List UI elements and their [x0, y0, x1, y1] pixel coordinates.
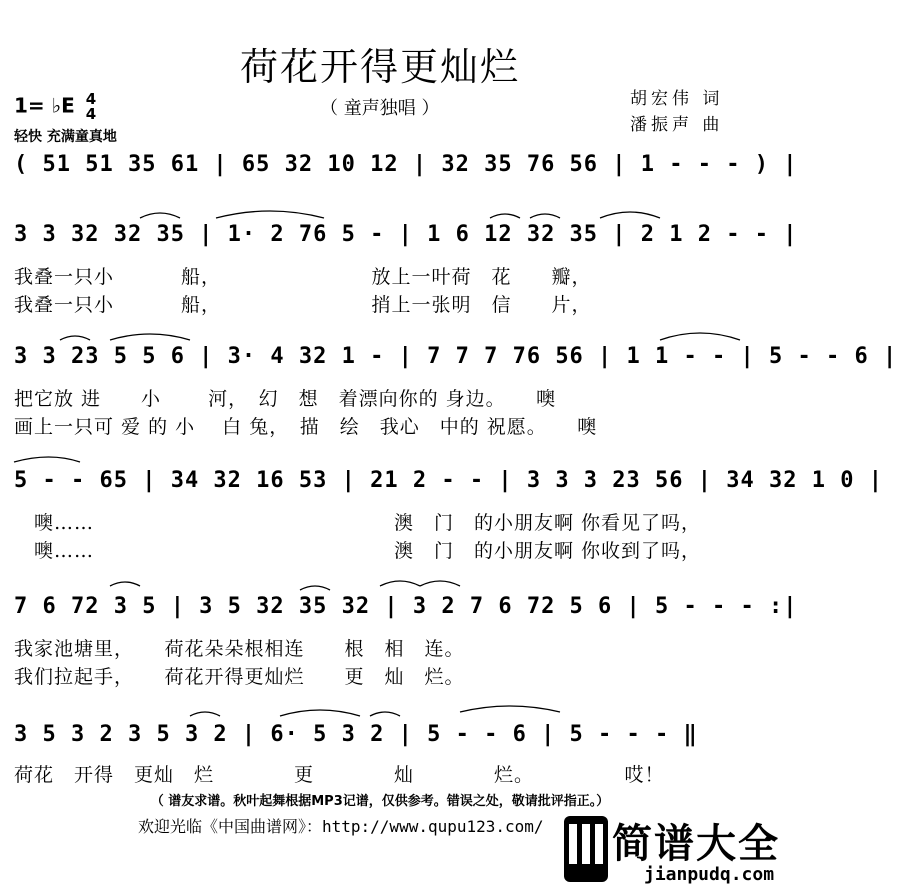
piano-keys-icon	[564, 816, 608, 882]
slur-mark	[14, 457, 80, 462]
lyric-row-5-verse-1: 我家池塘里， 荷花朵朵根相连 根 相 连。	[14, 638, 465, 660]
slur-mark	[490, 214, 520, 218]
lyric-row-2-verse-2: 我叠一只小 船， 捎上一张明 信 片，	[14, 294, 592, 316]
key-label: 1= ♭E	[14, 93, 75, 118]
slur-mark	[280, 710, 360, 716]
lyric-row-3-verse-2: 画上一只可 爱 的 小 白 兔， 描 绘 我心 中的 祝愿。 噢	[14, 416, 598, 438]
tempo-marking: 轻快 充满童真地	[14, 129, 117, 145]
slur-mark	[110, 334, 190, 340]
slur-mark	[420, 581, 460, 586]
site-logo	[560, 810, 780, 891]
slur-mark	[370, 712, 400, 716]
lyricist-credit: 胡宏伟 词	[630, 89, 724, 109]
slur-mark	[190, 712, 220, 716]
time-signature	[86, 92, 96, 122]
lyric-row-3-verse-1: 把它放 进 小 河， 幻 想 着漂向你的 身边。 噢	[14, 388, 557, 410]
lyric-row-6: 荷花 开得 更灿 烂 更 灿 烂。 哎！	[14, 764, 665, 786]
composer-credit: 潘振声 曲	[630, 115, 724, 135]
song-title: 荷花开得更灿烂	[239, 45, 520, 89]
staff-row-3: 3 3 23 5 5 6 | 3· 4 32 1 - | 7 7 7 76 56 | 1 1 - - | 5 - - 6 |	[14, 344, 897, 369]
slur-mark	[300, 586, 330, 590]
key-signature	[14, 92, 96, 122]
logo-url: jianpudq.com	[644, 864, 775, 885]
slur-mark	[600, 212, 660, 218]
footnote: （ 谱友求谱。秋叶起舞根据MP3记谱，仅供参考。错误之处，敬请批评指正。）	[150, 794, 610, 809]
slur-mark	[216, 211, 324, 218]
slur-mark	[380, 581, 420, 586]
slur-mark	[110, 582, 140, 586]
slur-mark	[660, 333, 740, 340]
lyric-row-4-verse-1: 噢…… 澳 门 的小朋友啊 你看见了吗，	[14, 512, 702, 534]
slur-mark	[460, 706, 560, 712]
staff-row-4: 5 - - 65 | 34 32 16 53 | 21 2 - - | 3 3 3 23 56 | 34 32 1 0 |	[14, 468, 883, 493]
performance-type: （ 童声独唱 ）	[320, 98, 440, 119]
slur-mark	[140, 213, 180, 218]
lyric-row-5-verse-2: 我们拉起手， 荷花开得更灿烂 更 灿 烂。	[14, 666, 465, 688]
staff-row-2: 3 3 32 32 35 | 1· 2 76 5 - | 1 6 12 32 35 | 2 1 2 - - |	[14, 222, 798, 247]
staff-row-1: ( 51 51 35 61 | 65 32 10 12 | 32 35 76 56 | 1 - - - ) |	[14, 152, 798, 177]
staff-row-5: 7 6 72 3 5 | 3 5 32 35 32 | 3 2 7 6 72 5 6 | 5 - - - :|	[14, 594, 798, 619]
logo-title: 简谱大全	[612, 821, 780, 867]
staff-row-6: 3 5 3 2 3 5 3 2 | 6· 5 3 2 | 5 - - 6 | 5 - - - ‖	[14, 722, 698, 747]
welcome-line: 欢迎光临《中国曲谱网》：http://www.qupu123.com/	[138, 817, 544, 836]
slur-mark	[530, 214, 560, 218]
lyric-row-4-verse-2: 噢…… 澳 门 的小朋友啊 你收到了吗，	[14, 540, 702, 562]
time-bottom: 4	[85, 105, 97, 123]
time-top: 4	[85, 90, 97, 108]
lyric-row-2-verse-1: 我叠一只小 船， 放上一叶荷 花 瓣，	[14, 266, 592, 288]
slur-mark	[60, 336, 90, 340]
